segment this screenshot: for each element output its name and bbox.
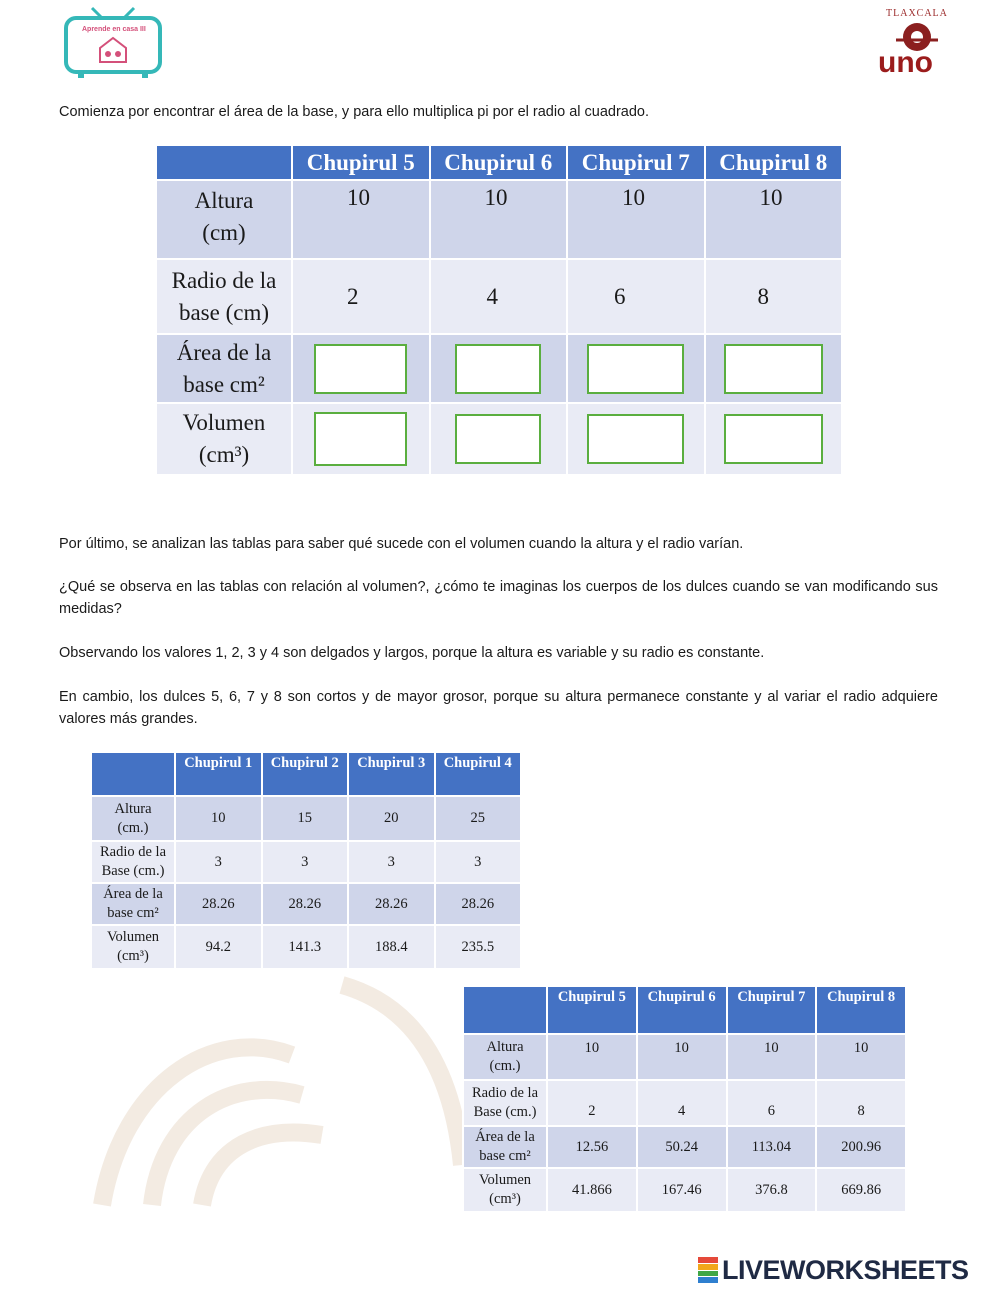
label-line: (cm³) [198,442,250,467]
header-cell: Chupirul 4 [435,752,522,796]
table-row [91,925,521,969]
row-label [91,883,175,925]
header-cell: Chupirul 5 [292,145,430,180]
header-cell: Chupirul 3 [348,752,435,796]
liveworksheets-text: LIVEWORKSHEETS [722,1255,969,1285]
table-row [156,180,842,259]
table-cell: 6 [567,259,705,334]
table-cell: 200.96 [816,1126,906,1168]
label-line: Área de la [176,339,272,365]
table-cell: 10 [292,180,430,259]
label-line: Área de la [103,886,163,902]
table-cell: 141.3 [262,925,349,969]
table-cell: 2 [292,259,430,334]
row-label [91,925,175,969]
table-cell: 20 [348,796,435,841]
table-chupirul-1-4 [90,751,522,970]
paragraph-1: Por último, se analizan las tablas para saber qué sucede con el volumen cuando la altura y el radio varían. [59,536,744,552]
table-cell: 188.4 [348,925,435,969]
label-line: (cm.) [117,819,149,836]
table-cell [430,403,568,475]
instruction-text: Comienza por encontrar el área de la base, y para ello multiplica pi por el radio al cuadrado. [59,104,649,120]
header-cell: Chupirul 1 [175,752,262,796]
header-cell [156,145,292,180]
tlaxcala-logo [872,6,962,80]
table-cell [292,334,430,403]
table-cell [430,334,568,403]
label-line: Altura [486,1039,524,1055]
table-cell: 167.46 [637,1168,727,1212]
label-line: Radio de la [171,267,277,293]
table-cell: 10 [430,180,568,259]
header-cell: Chupirul 6 [430,145,568,180]
label-line: Altura [194,188,254,213]
table-cell: 3 [435,841,522,883]
table-cell: 28.26 [262,883,349,925]
area-input-7[interactable] [587,344,684,394]
row-label [463,1080,547,1126]
table-row [463,1168,906,1212]
header-cell: Chupirul 6 [637,986,727,1034]
table-cell: 41.866 [547,1168,637,1212]
table-cell [705,334,843,403]
label-line: (cm.) [489,1058,521,1074]
table-cell: 3 [175,841,262,883]
live-icon [698,1257,718,1283]
label-line: Volumen [478,1172,532,1188]
table-row [91,883,521,925]
label-line: base cm² [479,1148,531,1164]
label-line: (cm³) [117,948,149,964]
paragraph-3: Observando los valores 1, 2, 3 y 4 son delgados y largos, porque la altura es variable y su radio es constante. [59,645,765,661]
table-cell: 28.26 [435,883,522,925]
table-cell: 669.86 [816,1168,906,1212]
table-cell: 94.2 [175,925,262,969]
volumen-input-6[interactable] [455,414,541,464]
label-line: base cm² [107,905,159,921]
table-chupirul-5-8 [462,985,907,1213]
row-label [91,796,175,841]
row-label [91,841,175,883]
area-input-8[interactable] [724,344,823,394]
table-cell: 12.56 [547,1126,637,1168]
header-cell: Chupirul 8 [816,986,906,1034]
header-cell: Chupirul 5 [547,986,637,1034]
label-line: Altura [114,800,152,817]
table-cell: 4 [430,259,568,334]
label-line: Volumen [106,929,160,945]
table-cell: 3 [348,841,435,883]
table-cell: 113.04 [727,1126,817,1168]
table-cell: 10 [567,180,705,259]
header-cell [463,986,547,1034]
label-line: Base (cm.) [473,1104,537,1120]
table-cell: 376.8 [727,1168,817,1212]
label-line: (cm³) [489,1191,521,1207]
table-row [156,403,842,475]
label-line: Área de la [475,1129,535,1145]
table-cell: 15 [262,796,349,841]
aprende-en-casa-logo [62,6,164,80]
header-cell [91,752,175,796]
table-cell: 4 [637,1080,727,1126]
label-line: base cm² [183,371,265,397]
paragraph-2: ¿Qué se observa en las tablas con relación al volumen?, ¿cómo te imaginas los cuerpos de los dulces cuando se van modificando sus medidas? [59,579,938,617]
row-label [463,1168,547,1212]
table-cell: 10 [705,180,843,259]
row-label [463,1034,547,1080]
table-cell: 25 [435,796,522,841]
row-label [156,334,292,403]
header-cell: Chupirul 7 [727,986,817,1034]
table-cell: 10 [637,1034,727,1080]
main-table [155,144,843,476]
row-label [156,403,292,475]
table-cell: 8 [816,1080,906,1126]
label-line: Radio de la [99,844,167,860]
header-cell: Chupirul 2 [262,752,349,796]
table-row [463,1080,906,1126]
label-line: (cm) [202,220,246,245]
table-header-row [463,986,906,1034]
table-cell [292,403,430,475]
table-header-row [91,752,521,796]
table-cell: 10 [727,1034,817,1080]
label-line: Volumen [182,410,266,435]
volumen-input-8[interactable] [724,414,823,464]
label-line: base (cm) [178,299,270,325]
table-row [91,796,521,841]
table-cell: 10 [547,1034,637,1080]
table-cell: 50.24 [637,1126,727,1168]
table-cell [567,334,705,403]
table-cell: 8 [705,259,843,334]
table-cell: 235.5 [435,925,522,969]
uno-text: uno [878,46,933,79]
header-cell: Chupirul 7 [567,145,705,180]
table-cell: 6 [727,1080,817,1126]
table-cell: 28.26 [348,883,435,925]
area-input-6[interactable] [455,344,541,394]
table-cell [705,403,843,475]
label-line: Radio de la [471,1085,539,1101]
tlaxcala-text: TLAXCALA [886,8,948,19]
table-row [156,334,842,403]
table-row [156,259,842,334]
table-row [91,841,521,883]
label-line: Base (cm.) [101,863,165,879]
row-label [156,180,292,259]
volumen-input-7[interactable] [587,414,684,464]
table-cell: 3 [262,841,349,883]
row-label [463,1126,547,1168]
row-label [156,259,292,334]
area-input-5[interactable] [314,344,407,394]
volumen-input-5[interactable] [314,412,407,466]
table-cell: 2 [547,1080,637,1126]
paragraph-4: En cambio, los dulces 5, 6, 7 y 8 son cortos y de mayor grosor, porque su altura permanece constante y al variar el radio adquiere valores más grandes. [59,689,938,727]
table-cell [567,403,705,475]
main-table-header-row [156,145,842,180]
table-cell: 28.26 [175,883,262,925]
header-cell: Chupirul 8 [705,145,843,180]
table-row [463,1034,906,1080]
table-cell: 10 [175,796,262,841]
table-cell: 10 [816,1034,906,1080]
table-row [463,1126,906,1168]
tv-logo-text: Aprende en casa III [82,26,146,33]
